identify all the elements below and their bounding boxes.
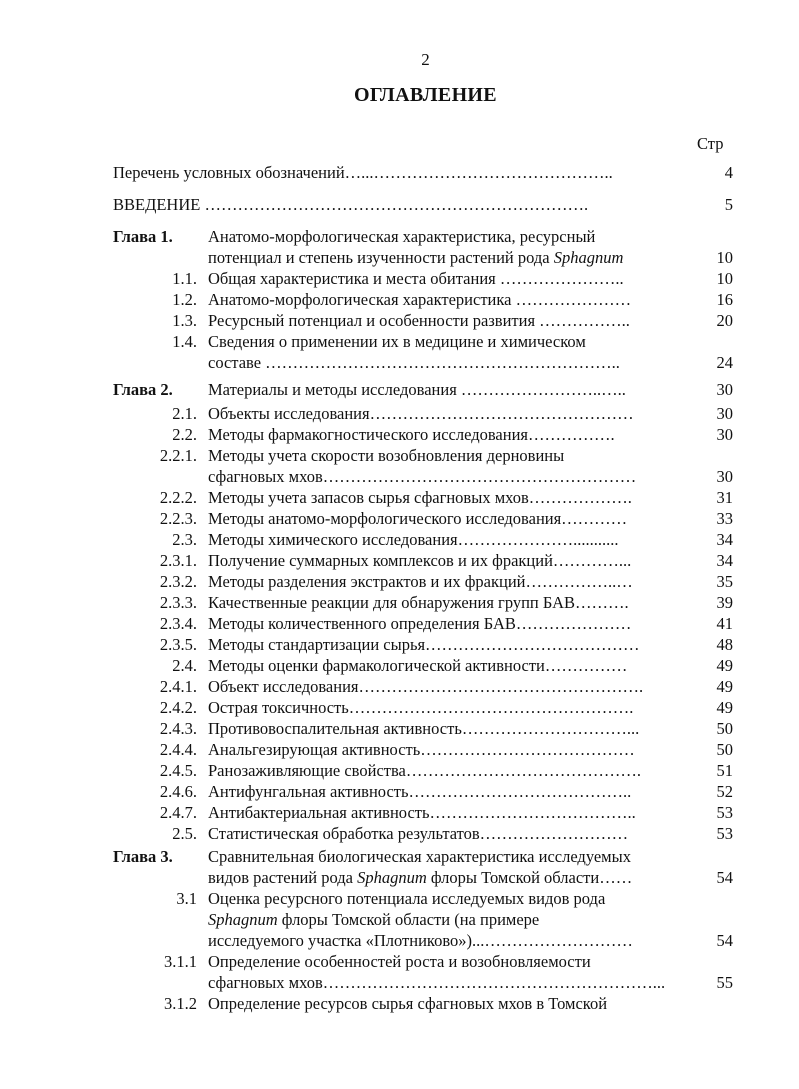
toc-entry xyxy=(113,529,733,550)
toc-entry-line xyxy=(113,951,733,972)
toc-text-segment: Антифунгальная активность………………………………….. xyxy=(208,782,632,801)
toc-page-number: 4 xyxy=(724,163,733,182)
toc-entry-line xyxy=(113,634,733,655)
toc-page-number: 39 xyxy=(716,593,733,612)
toc-text-segment: Методы химического исследования…………………........... xyxy=(208,530,619,549)
toc-page-number: 5 xyxy=(724,195,733,214)
toc-page-number: 20 xyxy=(716,311,733,330)
toc-italic-term: Sphagnum xyxy=(208,910,278,929)
toc-entry-title xyxy=(208,993,690,1014)
toc-page-number: 16 xyxy=(716,290,733,309)
toc-page-number: 30 xyxy=(716,425,733,444)
toc-entry xyxy=(113,655,733,676)
toc-page-number: 55 xyxy=(716,973,733,992)
toc-entry-line xyxy=(113,888,733,909)
toc-text-segment: Анальгезирующая активность………………………………… xyxy=(208,740,635,759)
toc-entry-line xyxy=(113,972,733,993)
toc-entry-number: 2.4.1. xyxy=(159,677,197,696)
toc-entry xyxy=(113,162,733,183)
toc-entry-number: Глава 2. xyxy=(113,380,173,399)
toc-text-segment: Сведения о применении их в медицине и химическом xyxy=(208,332,586,351)
toc-text-segment: составе ……………………………………………………….. xyxy=(208,353,620,372)
toc-entry-title xyxy=(113,162,690,183)
toc-page-number: 52 xyxy=(716,782,733,801)
toc-entry-title xyxy=(208,550,690,571)
toc-entry-number: 1.3. xyxy=(172,311,197,330)
toc-entry xyxy=(113,718,733,739)
toc-entry xyxy=(113,592,733,613)
toc-entry-line xyxy=(113,424,733,445)
toc-page-number: 48 xyxy=(716,635,733,654)
toc-page-number: 31 xyxy=(716,488,733,507)
toc-entry xyxy=(113,888,733,951)
toc-entry-number: 1.4. xyxy=(172,332,197,351)
toc-entry-line xyxy=(113,247,733,268)
toc-text-segment: сфагновых мхов………………………………………………… xyxy=(208,467,637,486)
toc-text-segment: Получение суммарных комплексов и их фракций…………... xyxy=(208,551,632,570)
toc-entry xyxy=(113,613,733,634)
toc-entry-line xyxy=(113,613,733,634)
toc-text-segment: Объекты исследования………………………………………… xyxy=(208,404,634,423)
toc-entry-title xyxy=(208,529,690,550)
toc-chapter-entry xyxy=(113,379,733,400)
toc-entry-line xyxy=(113,993,733,1014)
toc-entry-line xyxy=(113,268,733,289)
toc-entry-number: 2.4.6. xyxy=(159,782,197,801)
toc-text-segment: Сравнительная биологическая характеристика исследуемых xyxy=(208,847,631,866)
toc-entry-line xyxy=(113,676,733,697)
toc-entry-number: 2.5. xyxy=(172,824,197,843)
toc-text-segment: сфагновых мхов……………………………………………………... xyxy=(208,973,666,992)
toc-entry-title xyxy=(208,445,690,466)
page-title: ОГЛАВЛЕНИЕ xyxy=(354,84,497,106)
toc-entry xyxy=(113,739,733,760)
toc-entry-title xyxy=(208,951,690,972)
toc-entry-title xyxy=(208,310,690,331)
toc-entry-title xyxy=(208,331,690,352)
toc-entry-title xyxy=(208,718,690,739)
toc-text-segment: Ресурсный потенциал и особенности развития …………….. xyxy=(208,311,630,330)
toc-text-segment: исследуемого участка «Плотниково»)...……………………… xyxy=(208,931,633,950)
toc-entry-title xyxy=(208,592,690,613)
toc-entry-line xyxy=(113,592,733,613)
toc-text-segment: видов растений рода xyxy=(208,868,358,887)
toc-entry-title xyxy=(208,247,690,268)
toc-entry-title xyxy=(208,268,690,289)
toc-entry-number: 2.2.3. xyxy=(159,509,197,528)
toc-entry-line xyxy=(113,194,733,215)
toc-entry-title xyxy=(208,466,690,487)
toc-text-segment: Ранозаживляющие свойства……………………………………. xyxy=(208,761,641,780)
toc-entry-title xyxy=(208,802,690,823)
toc-page-number: 49 xyxy=(716,656,733,675)
toc-entry-title xyxy=(208,379,690,400)
toc-chapter-entry xyxy=(113,846,733,888)
toc-entry-line xyxy=(113,823,733,844)
toc-page-number: 49 xyxy=(716,677,733,696)
toc-text-segment: Общая характеристика и места обитания ………………….. xyxy=(208,269,624,288)
toc-text-segment: Перечень условных обозначений…...…………………………………….. xyxy=(113,163,613,182)
toc-page-number: 34 xyxy=(716,551,733,570)
toc-chapter-entry xyxy=(113,226,733,268)
toc-text-segment: Методы учета скорости возобновления дерновины xyxy=(208,446,565,465)
toc-entry-title xyxy=(208,781,690,802)
toc-entry-line xyxy=(113,226,733,247)
toc-entry xyxy=(113,951,733,993)
toc-entry-line xyxy=(113,867,733,888)
toc-page-number: 50 xyxy=(716,719,733,738)
table-of-contents xyxy=(113,162,733,1014)
toc-entry-line xyxy=(113,550,733,571)
toc-entry xyxy=(113,487,733,508)
toc-text-segment: Методы учета запасов сырья сфагновых мхов………………. xyxy=(208,488,632,507)
toc-page-number: 35 xyxy=(716,572,733,591)
toc-entry-title xyxy=(208,571,690,592)
toc-italic-term: Sphagnum xyxy=(357,868,427,887)
toc-entry-line xyxy=(113,529,733,550)
toc-entry-number: 2.4.4. xyxy=(159,740,197,759)
toc-entry-line xyxy=(113,781,733,802)
toc-entry-line xyxy=(113,508,733,529)
toc-text-segment: Методы стандартизации сырья………………………………… xyxy=(208,635,640,654)
toc-entry-title xyxy=(208,739,690,760)
toc-entry-number: 2.3.1. xyxy=(159,551,197,570)
toc-page-number: 34 xyxy=(716,530,733,549)
toc-entry-title xyxy=(208,613,690,634)
toc-entry-number: 2.3. xyxy=(172,530,197,549)
toc-entry xyxy=(113,550,733,571)
toc-text-segment: Объект исследования……………………………………………. xyxy=(208,677,644,696)
toc-entry-line xyxy=(113,487,733,508)
page-column-header: Стр xyxy=(697,134,724,153)
toc-entry-number: 2.3.3. xyxy=(159,593,197,612)
toc-page-number: 33 xyxy=(716,509,733,528)
toc-entry-title xyxy=(208,697,690,718)
toc-text-segment: Определение ресурсов сырья сфагновых мхов в Томской xyxy=(208,994,608,1013)
toc-entry xyxy=(113,634,733,655)
toc-entry-number: 2.3.2. xyxy=(159,572,197,591)
toc-entry-line xyxy=(113,162,733,183)
toc-entry-title xyxy=(208,888,690,909)
toc-entry-title xyxy=(208,508,690,529)
toc-text-segment: Оценка ресурсного потенциала исследуемых видов рода xyxy=(208,889,606,908)
toc-entry-number: 3.1.1 xyxy=(164,952,197,971)
toc-entry-number: 2.4.3. xyxy=(159,719,197,738)
toc-entry xyxy=(113,993,733,1014)
toc-text-segment: Методы количественного определения БАВ………………… xyxy=(208,614,632,633)
toc-text-segment: ВВЕДЕНИЕ ……………………………………………………………. xyxy=(113,195,589,214)
toc-entry-line xyxy=(113,331,733,352)
toc-entry-title xyxy=(208,634,690,655)
toc-entry-number: 2.4. xyxy=(172,656,197,675)
toc-entry-number: 2.3.5. xyxy=(159,635,197,654)
toc-entry xyxy=(113,424,733,445)
toc-page-number: 30 xyxy=(716,380,733,399)
toc-entry-title xyxy=(208,676,690,697)
toc-text-segment: Методы фармакогностического исследования……………. xyxy=(208,425,615,444)
toc-entry-line xyxy=(113,846,733,867)
toc-page-number: 53 xyxy=(716,824,733,843)
toc-entry-line xyxy=(113,445,733,466)
toc-page-number: 50 xyxy=(716,740,733,759)
toc-entry-title xyxy=(208,930,690,951)
toc-text-segment: Качественные реакции для обнаружения групп БАВ………. xyxy=(208,593,629,612)
toc-entry xyxy=(113,823,733,844)
toc-entry-line xyxy=(113,930,733,951)
toc-entry-number: 3.1 xyxy=(176,889,197,908)
toc-entry-number: 1.2. xyxy=(172,290,197,309)
toc-entry-title xyxy=(208,909,690,930)
toc-entry-title xyxy=(208,403,690,424)
toc-entry-number: 2.2.1. xyxy=(159,446,197,465)
toc-entry xyxy=(113,781,733,802)
toc-entry-title xyxy=(208,846,690,867)
toc-entry-title xyxy=(208,487,690,508)
toc-text-segment: Антибактериальная активность……………………………….. xyxy=(208,803,636,822)
toc-entry-line xyxy=(113,760,733,781)
toc-entry-number: 2.3.4. xyxy=(159,614,197,633)
toc-page-number: 41 xyxy=(716,614,733,633)
toc-entry-title xyxy=(208,352,690,373)
toc-entry-title xyxy=(208,289,690,310)
toc-entry-line xyxy=(113,310,733,331)
page-number: 2 xyxy=(421,50,430,69)
toc-text-segment: Анатомо-морфологическая характеристика ………………… xyxy=(208,290,632,309)
toc-entry-number: 3.1.2 xyxy=(164,994,197,1013)
toc-entry xyxy=(113,445,733,487)
toc-page-number: 54 xyxy=(716,931,733,950)
toc-entry-number: Глава 1. xyxy=(113,227,173,246)
toc-entry xyxy=(113,310,733,331)
toc-entry xyxy=(113,760,733,781)
toc-text-segment: Методы оценки фармакологической активности…………… xyxy=(208,656,628,675)
toc-page-number: 53 xyxy=(716,803,733,822)
toc-entry-number: 2.1. xyxy=(172,404,197,423)
toc-entry-title xyxy=(208,823,690,844)
toc-entry xyxy=(113,676,733,697)
toc-entry-number: 2.2. xyxy=(172,425,197,444)
toc-text-segment: Противовоспалительная активность…………………………... xyxy=(208,719,640,738)
toc-entry-line xyxy=(113,289,733,310)
toc-entry-title xyxy=(208,424,690,445)
toc-italic-term: Sphagnum xyxy=(553,248,624,267)
toc-entry xyxy=(113,331,733,373)
toc-entry-number: 2.4.5. xyxy=(159,761,197,780)
toc-entry-line xyxy=(113,655,733,676)
toc-entry-line xyxy=(113,697,733,718)
toc-text-segment: Материалы и методы исследования ……………………..….. xyxy=(208,380,626,399)
toc-entry-line xyxy=(113,739,733,760)
toc-entry-title xyxy=(208,226,690,247)
toc-entry-title xyxy=(113,194,690,215)
toc-text-segment: Методы разделения экстрактов и их фракций……………..… xyxy=(208,572,633,591)
toc-entry-number: 1.1. xyxy=(172,269,197,288)
toc-entry xyxy=(113,802,733,823)
toc-text-segment: Статистическая обработка результатов……………………… xyxy=(208,824,629,843)
toc-entry-line xyxy=(113,466,733,487)
toc-entry-line xyxy=(113,802,733,823)
toc-entry xyxy=(113,289,733,310)
toc-entry xyxy=(113,268,733,289)
toc-entry-number: Глава 3. xyxy=(113,847,173,866)
toc-entry-title xyxy=(208,867,690,888)
toc-page-number: 30 xyxy=(716,467,733,486)
toc-entry-number: 2.4.7. xyxy=(159,803,197,822)
toc-text-segment: флоры Томской области (на примере xyxy=(277,910,540,929)
toc-entry xyxy=(113,697,733,718)
toc-entry-title xyxy=(208,972,690,993)
toc-text-segment: Острая токсичность……………………………………………. xyxy=(208,698,634,717)
toc-page-number: 54 xyxy=(716,868,733,887)
toc-entry-number: 2.4.2. xyxy=(159,698,197,717)
toc-entry-title xyxy=(208,760,690,781)
toc-entry xyxy=(113,571,733,592)
toc-page-number: 51 xyxy=(716,761,733,780)
toc-entry-line xyxy=(113,571,733,592)
toc-entry-number: 2.2.2. xyxy=(159,488,197,507)
toc-page-number: 24 xyxy=(716,353,733,372)
toc-text-segment: Методы анатомо-морфологического исследования………… xyxy=(208,509,628,528)
toc-entry-title xyxy=(208,655,690,676)
toc-page-number: 30 xyxy=(716,404,733,423)
toc-entry xyxy=(113,508,733,529)
toc-entry-line xyxy=(113,909,733,930)
toc-page-number: 10 xyxy=(716,269,733,288)
toc-entry-line xyxy=(113,403,733,424)
toc-text-segment: потенциал и степень изученности растений рода xyxy=(208,248,554,267)
toc-page-number: 10 xyxy=(716,248,733,267)
toc-text-segment: Определение особенностей роста и возобновляемости xyxy=(208,952,591,971)
toc-entry xyxy=(113,194,733,215)
toc-entry xyxy=(113,403,733,424)
toc-entry-line xyxy=(113,379,733,400)
toc-entry-line xyxy=(113,352,733,373)
toc-entry-line xyxy=(113,718,733,739)
toc-text-segment: Анатомо-морфологическая характеристика, ресурсный xyxy=(208,227,596,246)
toc-page-number: 49 xyxy=(716,698,733,717)
toc-text-segment: флоры Томской области…… xyxy=(426,868,633,887)
